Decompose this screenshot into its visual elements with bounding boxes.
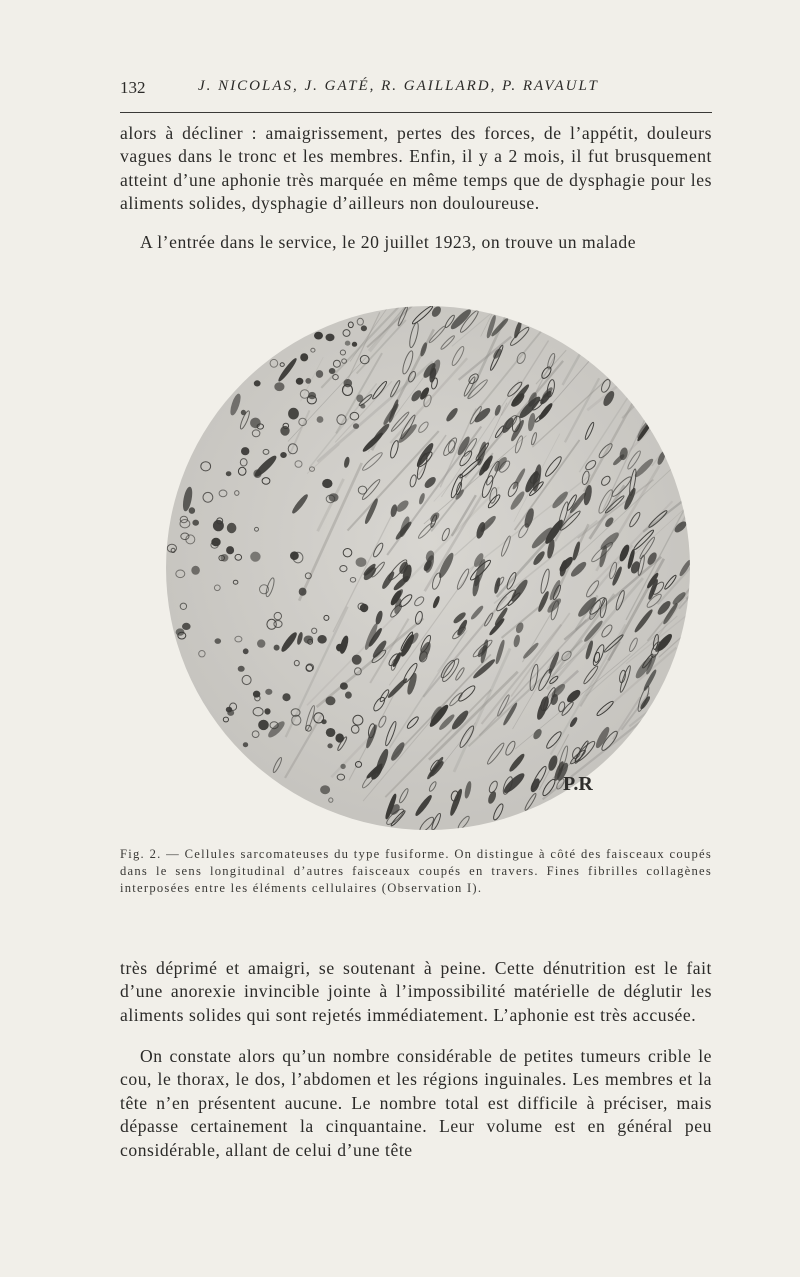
fibril-streak — [686, 315, 695, 371]
cell-nucleus — [326, 697, 335, 705]
cell-nucleus — [306, 379, 311, 384]
cell-nucleus — [361, 326, 366, 331]
cell-nucleus — [316, 371, 322, 378]
cell-nucleus — [283, 694, 290, 701]
paragraph-1: alors à décliner : amaigrissement, pertes des forces, de l’appétit, douleurs vagues dans le tronc et les membres. Enfin, il y a 2 mois, il fut brusquement atteint d’une aphonie très marquée en même temps que de dysphagie pour les aliments solides, dysphagie d’ailleurs non douloureuse. — [120, 123, 712, 214]
cell-nucleus — [345, 341, 350, 345]
micrograph-image — [165, 296, 695, 836]
cell-nucleus — [281, 453, 287, 458]
cell-nucleus — [317, 417, 323, 423]
cell-nucleus — [254, 381, 260, 386]
cell-nucleus — [352, 655, 361, 664]
cell-nucleus — [275, 383, 284, 391]
cell-nucleus — [243, 649, 248, 654]
cell-nucleus — [213, 520, 223, 530]
cell-nucleus — [212, 538, 220, 546]
cell-nucleus — [328, 744, 332, 748]
paragraph-2: A l’entrée dans le service, le 20 juillet 1923, on trouve un malade — [140, 232, 637, 252]
fibril-streak — [667, 296, 695, 362]
cell-nucleus — [341, 764, 345, 768]
running-header — [120, 76, 712, 102]
cell-nucleus — [183, 623, 191, 629]
cell-nucleus — [193, 520, 199, 525]
cell-nucleus — [356, 558, 366, 567]
fibril-streak — [683, 618, 695, 672]
cell-nucleus — [346, 692, 352, 698]
cell-nucleus — [304, 636, 313, 643]
cell-nucleus — [318, 636, 326, 644]
cell-nucleus — [189, 508, 194, 514]
cell-nucleus — [274, 645, 279, 650]
cell-nucleus — [226, 472, 231, 476]
cell-nucleus — [243, 743, 247, 747]
cell-nucleus — [309, 392, 316, 398]
cell-nucleus — [322, 720, 326, 724]
cell-nucleus — [321, 786, 330, 794]
cell-nucleus — [329, 369, 335, 374]
fibril-streak — [661, 345, 695, 423]
page-number: 132 — [120, 78, 146, 97]
cell-nucleus — [227, 523, 236, 532]
header-rule — [120, 112, 712, 113]
cell-nucleus — [326, 729, 335, 737]
cell-nucleus — [299, 588, 306, 595]
cell-nucleus — [352, 342, 356, 346]
fibril-streak — [653, 343, 695, 392]
fibril-streak — [680, 304, 695, 365]
cell-nucleus — [238, 666, 244, 671]
cell-nucleus — [326, 334, 334, 341]
cell-nucleus — [251, 552, 260, 561]
figure-caption: Fig. 2. — Cellules sarcomateuses du type fusiforme. On distingue à côté des faisceaux coupés dans le sens longitudinal d’autres faisceaux coupés en travers. Fines fibrilles collagènes interposées entre les éléments cellulaires (Observation I). — [120, 847, 712, 895]
cell-nucleus — [266, 689, 272, 694]
fibril-streak — [623, 296, 695, 386]
cell-nucleus — [301, 354, 308, 361]
paragraph-4: On constate alors qu’un nombre considérable de petites tumeurs crible le cou, le thorax, le dos, l’abdomen et les régions inguinales. Les membres et la tête n’en présentent aucune. Le nombre total est difficile à préciser, mais dépasse certainement la cinquantaine. Leur volume est en général peu considérable, allant de celui d’une tête — [120, 1046, 712, 1160]
cell-nucleus — [227, 547, 234, 554]
cell-nucleus — [360, 604, 367, 612]
cell-nucleus — [253, 691, 259, 697]
cell-nucleus — [242, 448, 249, 455]
running-head-authors: J. NICOLAS, J. GATÉ, R. GAILLARD, P. RAVAULT — [198, 78, 599, 94]
cell-nucleus — [323, 479, 332, 487]
paragraph-3: très déprimé et amaigri, se soutenant à peine. Cette dénutrition est le fait d’une anorexie invincible jointe à l’impossibilité matérielle de déglutir les aliments solides qui sont rejetés immédiatement. L’aphonie est très accusée. — [120, 958, 712, 1025]
fibril-streak — [688, 296, 695, 348]
cell-nucleus — [192, 566, 200, 574]
artist-signature: P.R — [563, 773, 593, 795]
fibril-streak — [665, 296, 695, 361]
cell-nucleus — [296, 378, 303, 384]
cell-nucleus — [291, 552, 299, 560]
figure-micrograph — [165, 296, 695, 836]
cell-nucleus — [340, 683, 347, 689]
cell-nucleus — [258, 640, 265, 647]
cell-nucleus — [265, 709, 270, 714]
cell-nucleus — [315, 332, 323, 339]
cell-nucleus — [215, 639, 221, 644]
cell-nucleus — [259, 720, 269, 729]
cell-nucleus — [251, 418, 261, 428]
cell-nucleus — [289, 408, 299, 419]
cell-nucleus — [353, 424, 358, 429]
